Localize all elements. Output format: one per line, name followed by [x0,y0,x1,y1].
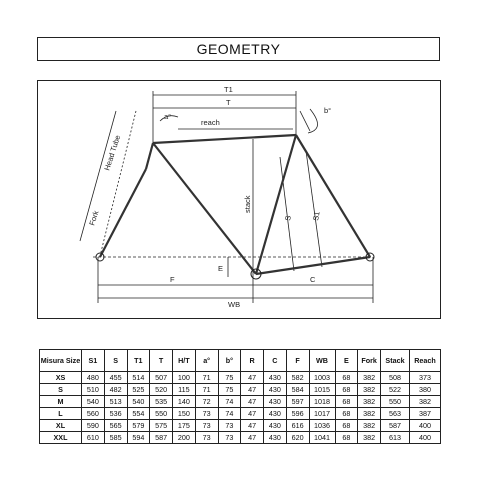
table-header-cell: F [286,350,309,372]
table-cell: 480 [82,372,105,384]
size-cell: XS [40,372,82,384]
table-cell: 540 [82,396,105,408]
table-cell: 587 [150,432,173,444]
table-cell: 507 [150,372,173,384]
s1-dimension-line [306,151,322,267]
label-s: S [283,214,293,222]
table-cell: 47 [241,384,264,396]
table-cell: 482 [104,384,127,396]
table-cell: 387 [410,408,441,420]
s-dimension-line [280,157,294,271]
table-header-row [40,350,441,372]
table-cell: 73 [218,420,241,432]
table-cell: 150 [173,408,196,420]
table-cell: 1003 [309,372,335,384]
label-head-tube: Head Tube [102,133,123,172]
table-header-cell: T1 [127,350,150,372]
table-cell: 400 [410,420,441,432]
table-cell: 200 [173,432,196,444]
table-cell: 74 [218,396,241,408]
label-t1: T1 [224,85,233,94]
label-b-angle: b° [324,106,332,115]
table-cell: 620 [286,432,309,444]
table-cell: 610 [82,432,105,444]
table-cell: 596 [286,408,309,420]
table-cell: 47 [241,372,264,384]
table-cell: 68 [335,420,358,432]
table-cell: 1036 [309,420,335,432]
table-cell: 594 [127,432,150,444]
table-cell: 100 [173,372,196,384]
table-row [40,432,441,444]
table-cell: 565 [104,420,127,432]
table-cell: 1041 [309,432,335,444]
table-cell: 68 [335,372,358,384]
table-cell: 554 [127,408,150,420]
table-cell: 430 [264,384,287,396]
table-header-cell: Misura Size [40,350,82,372]
label-e: E [218,264,224,273]
table-cell: 535 [150,396,173,408]
size-cell: XL [40,420,82,432]
table-row [40,408,441,420]
table-cell: 74 [218,408,241,420]
table-cell: 550 [381,396,410,408]
label-stack: stack [243,195,252,213]
geometry-diagram [37,80,441,319]
table-cell: 47 [241,432,264,444]
table-header-cell: S1 [82,350,105,372]
label-f: F [170,275,175,284]
table-cell: 380 [410,384,441,396]
table-cell: 563 [381,408,410,420]
table-cell: 373 [410,372,441,384]
table-header-cell: T [150,350,173,372]
table-cell: 613 [381,432,410,444]
table-header-cell: a° [195,350,218,372]
table-cell: 525 [127,384,150,396]
geometry-table [39,349,441,444]
table-header-cell: Stack [381,350,410,372]
table-cell: 382 [358,396,381,408]
size-cell: L [40,408,82,420]
label-c: C [310,275,316,284]
label-t: T [226,98,231,107]
label-wb: WB [228,300,241,309]
table-cell: 382 [358,372,381,384]
label-s1: S1 [311,210,322,222]
table-cell: 68 [335,396,358,408]
table-header-cell: E [335,350,358,372]
table-cell: 590 [82,420,105,432]
label-reach: reach [201,118,220,127]
label-a-angle: a° [164,112,172,121]
table-cell: 1018 [309,396,335,408]
table-header-cell: WB [309,350,335,372]
table-body [40,372,441,444]
table-cell: 140 [173,396,196,408]
table-cell: 550 [150,408,173,420]
table-cell: 73 [195,408,218,420]
table-cell: 73 [195,432,218,444]
size-cell: XXL [40,432,82,444]
table-header-cell: b° [218,350,241,372]
table-cell: 73 [195,420,218,432]
table-cell: 68 [335,432,358,444]
table-cell: 522 [381,384,410,396]
table-cell: 400 [410,432,441,444]
page-title: GEOMETRY [37,37,440,61]
label-fork: Fork [87,209,101,227]
table-cell: 536 [104,408,127,420]
table-cell: 71 [195,384,218,396]
table-row [40,420,441,432]
table-cell: 175 [173,420,196,432]
table-cell: 71 [195,372,218,384]
table-cell: 579 [127,420,150,432]
size-cell: M [40,396,82,408]
table-header-cell: C [264,350,287,372]
table-header-cell: H/T [173,350,196,372]
table-cell: 73 [218,432,241,444]
table-cell: 430 [264,372,287,384]
table-cell: 382 [358,408,381,420]
table-row [40,384,441,396]
table-cell: 47 [241,396,264,408]
table-cell: 597 [286,396,309,408]
table-cell: 520 [150,384,173,396]
table-cell: 616 [286,420,309,432]
table-cell: 382 [358,384,381,396]
table-header-cell: R [241,350,264,372]
table-cell: 430 [264,420,287,432]
table-cell: 75 [218,372,241,384]
table-cell: 382 [358,432,381,444]
table-cell: 585 [104,432,127,444]
table-cell: 72 [195,396,218,408]
table-cell: 68 [335,384,358,396]
frame-tubes [100,135,370,274]
table-row [40,372,441,384]
table-cell: 540 [127,396,150,408]
table-cell: 47 [241,408,264,420]
table-cell: 1015 [309,384,335,396]
table-cell: 47 [241,420,264,432]
table-cell: 115 [173,384,196,396]
table-cell: 75 [218,384,241,396]
table-cell: 560 [82,408,105,420]
table-cell: 582 [286,372,309,384]
table-cell: 430 [264,432,287,444]
table-cell: 513 [104,396,127,408]
size-cell: S [40,384,82,396]
bike-frame-drawing [38,81,442,320]
table-cell: 1017 [309,408,335,420]
table-header-cell: S [104,350,127,372]
table-cell: 430 [264,408,287,420]
table-cell: 584 [286,384,309,396]
table-header-cell: Fork [358,350,381,372]
table-cell: 514 [127,372,150,384]
table-header-cell: Reach [410,350,441,372]
table-cell: 508 [381,372,410,384]
table-cell: 430 [264,396,287,408]
table-cell: 382 [358,420,381,432]
table-cell: 510 [82,384,105,396]
table-cell: 382 [410,396,441,408]
table-cell: 455 [104,372,127,384]
table-cell: 587 [381,420,410,432]
table-row [40,396,441,408]
table-cell: 68 [335,408,358,420]
table-cell: 575 [150,420,173,432]
